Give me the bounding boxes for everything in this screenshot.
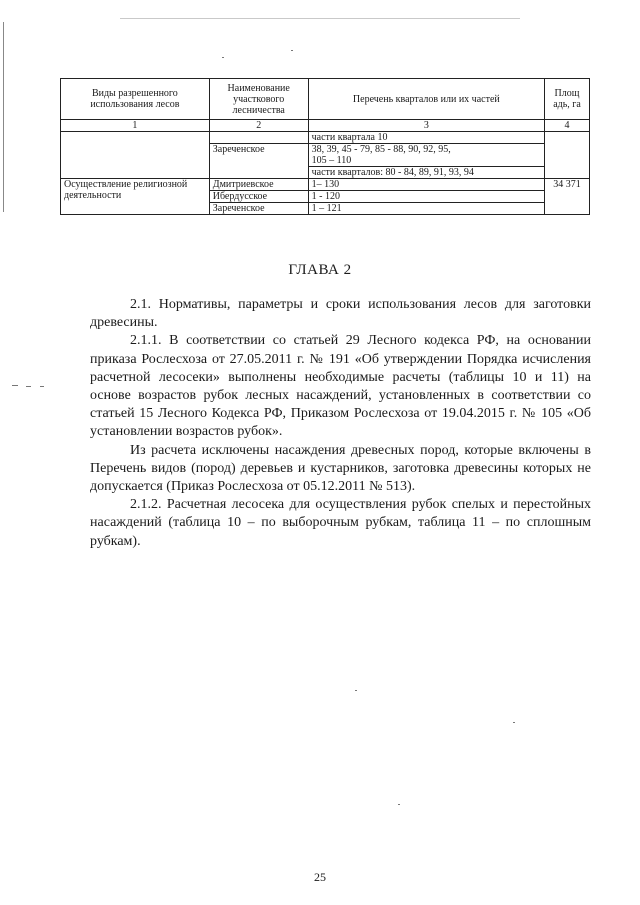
scan-speck bbox=[291, 50, 293, 51]
scan-speck bbox=[355, 690, 357, 691]
quarters-line: части кварталов: 80 - 84, 89, 91, 93, 94 bbox=[309, 166, 544, 178]
column-number: 1 bbox=[61, 120, 210, 132]
area-cell bbox=[545, 132, 590, 179]
district-cell bbox=[209, 132, 308, 144]
paragraph: 2.1.2. Расчетная лесосека для осуществления рубок спелых и перестойных насаждений (таблица 10 – по выборочным рубкам, таблица 11 – по сплошным рубкам). bbox=[90, 497, 591, 549]
chapter-body bbox=[90, 296, 591, 551]
column-number: 2 bbox=[209, 120, 308, 132]
quarters-line: 38, 39, 45 - 79, 85 - 88, 90, 92, 95, bbox=[311, 144, 451, 155]
scan-speck bbox=[513, 722, 515, 723]
quarters-cell: 1– 130 bbox=[308, 179, 544, 191]
quarters-line: части квартала 10 bbox=[311, 132, 388, 143]
use-type-cell: Осуществление религиозной деятельности bbox=[61, 179, 210, 215]
page-number: 25 bbox=[314, 870, 326, 884]
forest-use-table bbox=[60, 78, 590, 215]
column-number: 4 bbox=[545, 120, 590, 132]
district-cell: Дмитриевское bbox=[209, 179, 308, 191]
header-quarters: Перечень кварталов или их частей bbox=[308, 79, 544, 120]
table-column-numbers-row bbox=[61, 120, 590, 132]
page-top-rule bbox=[120, 18, 520, 19]
table-row bbox=[61, 179, 590, 191]
scan-speck bbox=[398, 804, 400, 805]
district-cell: Ибердусское bbox=[209, 191, 308, 203]
paragraph: 2.1. Нормативы, параметры и сроки использования лесов для заготовки древесины. bbox=[90, 297, 591, 331]
table-row bbox=[61, 132, 590, 144]
district-cell: Зареченское bbox=[209, 203, 308, 215]
paragraph: Из расчета исключены насаждения древесных пород, которые включены в Перечень видов (пород) деревьев и кустарников, заготовка древесины которых не допускается (Приказ Рослесхоза от 05.12.2011 № 513). bbox=[90, 442, 591, 495]
area-cell: 34 371 bbox=[545, 179, 590, 215]
column-number: 3 bbox=[308, 120, 544, 132]
use-type-cell bbox=[61, 132, 210, 179]
scan-speck bbox=[222, 57, 224, 58]
header-use-type: Виды разрешенного использования лесов bbox=[61, 79, 210, 120]
chapter-title: ГЛАВА 2 bbox=[288, 262, 352, 278]
district-cell: Зареченское bbox=[209, 144, 308, 179]
quarters-cell: 1 – 121 bbox=[308, 203, 544, 215]
table-header-row bbox=[61, 79, 590, 120]
scan-speck bbox=[26, 386, 31, 387]
quarters-cell bbox=[308, 132, 544, 144]
scan-margin-line bbox=[3, 22, 4, 212]
quarters-cell: 1 - 120 bbox=[308, 191, 544, 203]
scan-speck bbox=[12, 385, 18, 386]
quarters-cell bbox=[308, 144, 544, 179]
quarters-line: 105 – 110 bbox=[311, 155, 352, 166]
header-area: Площ адь, га bbox=[545, 79, 590, 120]
scan-speck bbox=[40, 386, 44, 387]
header-district: Наименование участкового лесничества bbox=[209, 79, 308, 120]
paragraph: 2.1.1. В соответствии со статьей 29 Лесного кодекса РФ, на основании приказа Рослесхоза от 27.05.2011 г. № 191 «Об утверждении Порядка исчисления расчетной лесосеки» выполнены необходимые расчеты (таблицы 10 и 11) на основе возрастов рубок лесных насаждений, установленных в соответствии со статьей 15 Лесного Кодекса РФ, Приказом Рослесхоза от 19.04.2015 г. № 105 «Об установлении возрастов рубок». bbox=[90, 333, 591, 440]
